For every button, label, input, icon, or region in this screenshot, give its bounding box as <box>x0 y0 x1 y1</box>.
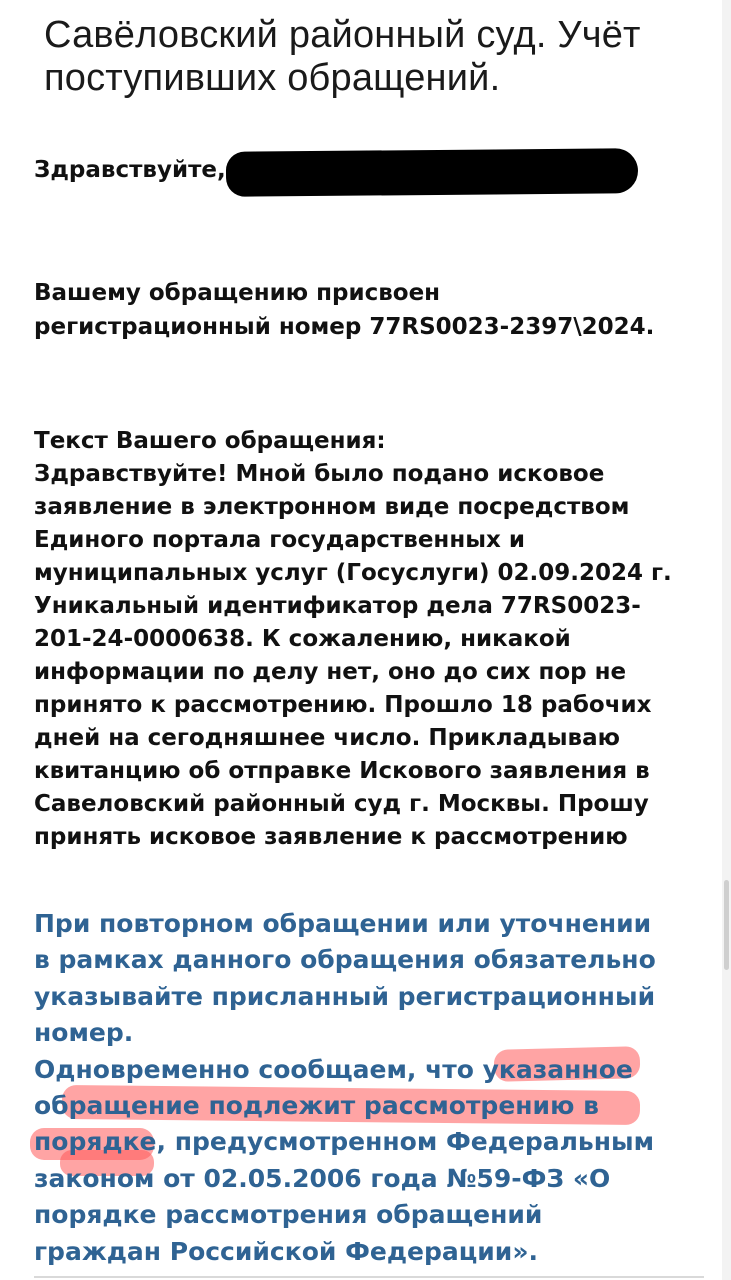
notice-line: законом от 02.05.2006 года №59-ФЗ «О <box>34 1163 611 1193</box>
appeal-line: Единого портала государственных и <box>34 527 525 553</box>
appeal-line: квитанцию об отправке Искового заявления в <box>34 758 650 784</box>
appeal-line: Савеловский районный суд г. Москвы. Прошу <box>34 791 649 817</box>
greeting-text: Здравствуйте, <box>34 157 226 183</box>
notice-line: в рамках данного обращения обязательно <box>34 945 656 975</box>
scrollbar[interactable] <box>722 0 731 1280</box>
notice-line: Одновременно сообщаем, что указанное <box>34 1054 633 1084</box>
page-title: Савёловский районный суд. Учёт поступивших обращений. <box>44 14 641 99</box>
notice-line: граждан Российской Федерации». <box>34 1236 538 1266</box>
registration-line: Вашему обращению присвоен <box>34 280 441 306</box>
notice-block <box>34 906 724 1270</box>
appeal-line: принято к рассмотрению. Прошло 18 рабочих <box>34 692 652 718</box>
appeal-line: Здравствуйте! Мной было подано исковое <box>34 461 605 487</box>
appeal-line: принять исковое заявление к рассмотрению <box>34 824 628 850</box>
appeal-line: дней на сегодняшнее число. Прикладываю <box>34 725 620 751</box>
notice-line: номер. <box>34 1018 134 1048</box>
appeal-line: заявление в электронном виде посредством <box>34 494 630 520</box>
redaction-mark <box>226 148 638 197</box>
notice-line: порядке, предусмотренном Федеральным <box>34 1127 655 1157</box>
scrollbar-thumb[interactable] <box>724 880 729 970</box>
appeal-text-block <box>34 425 714 854</box>
notice-line: порядке рассмотрения обращений <box>34 1200 543 1230</box>
bottom-divider <box>34 1276 704 1278</box>
appeal-line: Уникальный идентификатор дела 77RS0023- <box>34 593 641 619</box>
notice-line: указывайте присланный регистрационный <box>34 981 656 1011</box>
appeal-line: муниципальных услуг (Госуслуги) 02.09.2024 г. <box>34 560 672 586</box>
notice-line: При повторном обращении или уточнении <box>34 909 652 938</box>
registration-number-line: регистрационный номер 77RS0023-2397\2024. <box>34 314 655 340</box>
notice-line: обращение подлежит рассмотрению в <box>34 1091 599 1121</box>
appeal-line: информации по делу нет, оно до сих пор не <box>34 659 627 685</box>
appeal-heading: Текст Вашего обращения: <box>34 428 386 454</box>
appeal-line: 201-24-0000638. К сожалению, никакой <box>34 626 571 652</box>
registration-notice <box>34 276 714 344</box>
